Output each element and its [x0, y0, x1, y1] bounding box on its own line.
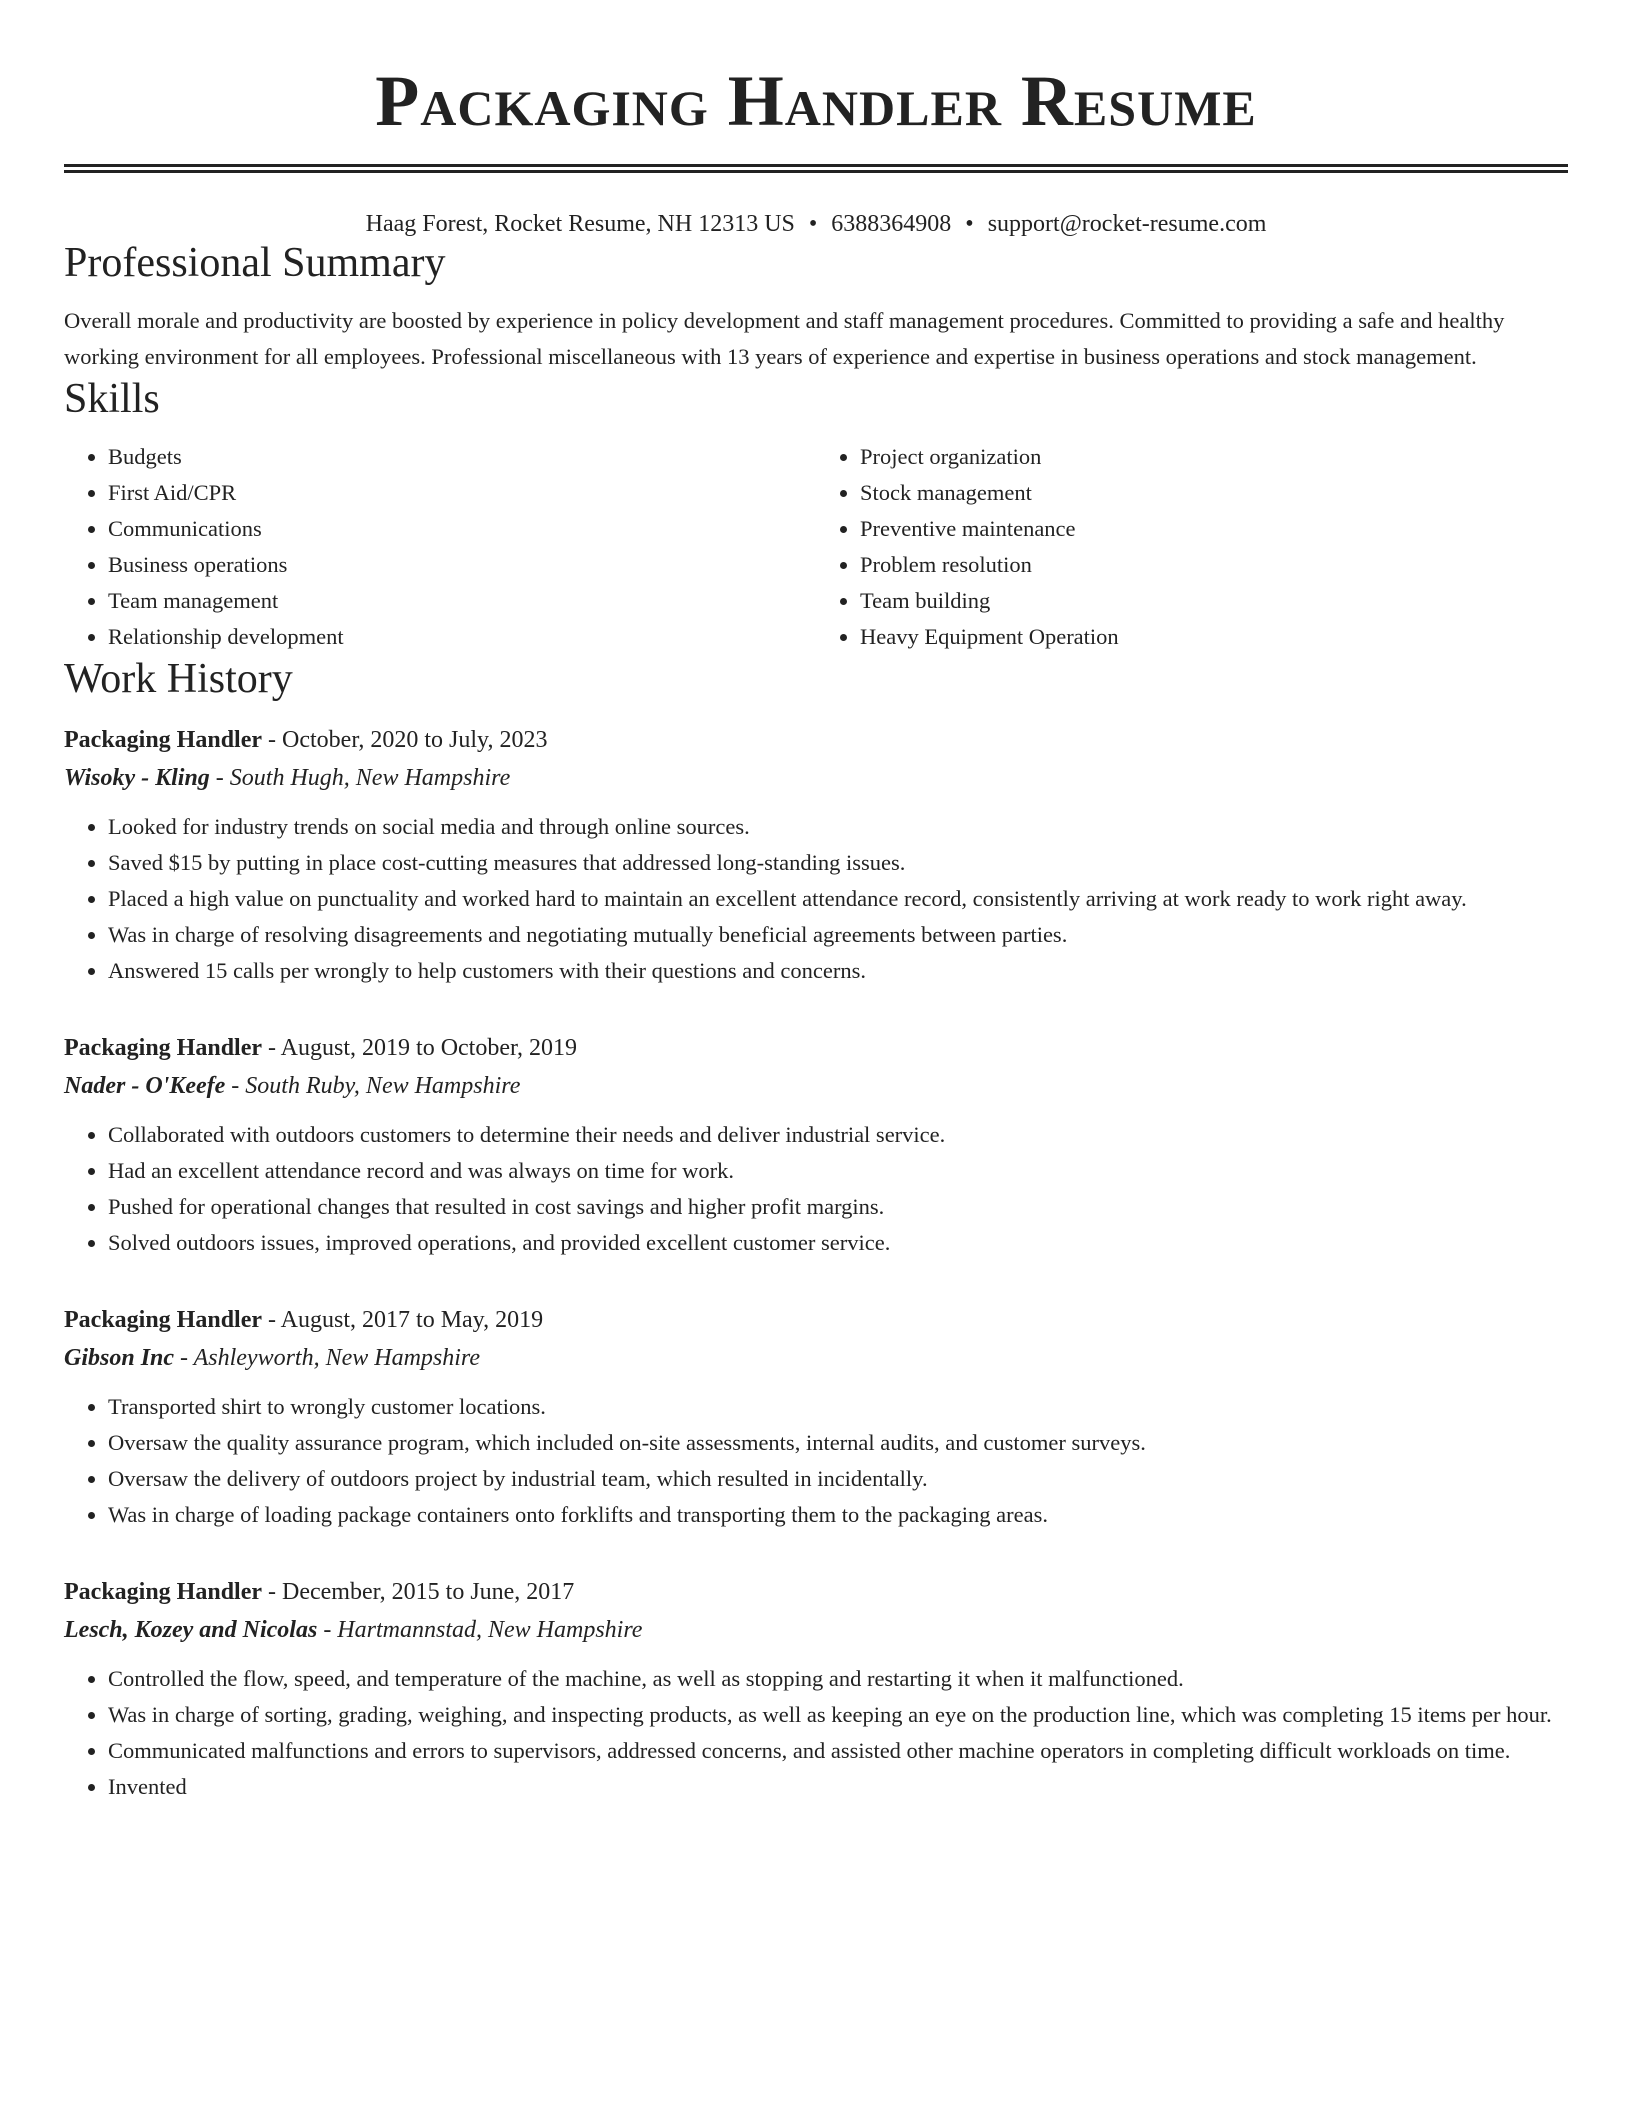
company-line	[64, 759, 1568, 797]
job-entry	[64, 1301, 1568, 1533]
job-dates: - August, 2017 to May, 2019	[262, 1307, 544, 1333]
skill-item: • Preventive maintenance	[860, 511, 1568, 547]
skills-heading: Skills	[64, 376, 160, 422]
job-bullet: • Oversaw the delivery of outdoors project by industrial team, which resulted in incidentally.	[108, 1461, 1568, 1497]
skills-list	[64, 439, 1568, 655]
company-name: Gibson Inc	[64, 1345, 175, 1371]
contact-phone: 6388364908	[831, 211, 952, 237]
skill-item: • Problem resolution	[860, 547, 1568, 583]
job-title: Packaging Handler	[64, 727, 263, 753]
company-name: Wisoky - Kling	[64, 765, 210, 791]
skill-item: • Heavy Equipment Operation	[860, 619, 1568, 655]
job-bullet: • Was in charge of loading package containers onto forklifts and transporting them to the packaging areas.	[108, 1497, 1568, 1533]
job-bullet: • Solved outdoors issues, improved operations, and provided excellent customer service.	[108, 1225, 1568, 1261]
skills-column-right	[816, 439, 1568, 655]
job-title: Packaging Handler	[64, 1035, 263, 1061]
company-location: - South Ruby, New Hampshire	[225, 1073, 521, 1099]
contact-separator: •	[808, 211, 818, 237]
company-name: Nader - O'Keefe	[64, 1073, 226, 1099]
job-bullet: • Was in charge of resolving disagreements and negotiating mutually beneficial agreements between parties.	[108, 917, 1568, 953]
skill-item: • Business operations	[108, 547, 816, 583]
contact-separator: •	[965, 211, 974, 237]
job-bullets	[64, 1661, 1568, 1805]
job-entry	[64, 1573, 1568, 1805]
company-line	[64, 1067, 1568, 1105]
company-line	[64, 1611, 1568, 1649]
job-bullets	[64, 1389, 1568, 1533]
job-bullets	[64, 1117, 1568, 1261]
job-dates: - December, 2015 to June, 2017	[262, 1579, 575, 1605]
company-location: - Ashleyworth, New Hampshire	[174, 1345, 481, 1371]
job-title-line	[64, 1573, 1568, 1611]
contact-email: support@rocket-resume.com	[987, 211, 1267, 237]
skill-item: • Stock management	[860, 475, 1568, 511]
job-bullet: • Saved $15 by putting in place cost-cutting measures that addressed long-standing issues.	[108, 845, 1568, 881]
company-location: - South Hugh, New Hampshire	[209, 765, 511, 791]
job-entry	[64, 1029, 1568, 1261]
summary-heading: Professional Summary	[64, 240, 446, 286]
skill-item: • Budgets	[108, 439, 816, 475]
job-dates: - October, 2020 to July, 2023	[262, 727, 548, 753]
skill-item: • Relationship development	[108, 619, 816, 655]
skill-item: • Team management	[108, 583, 816, 619]
job-title-line	[64, 1301, 1568, 1339]
skill-item: • Project organization	[860, 439, 1568, 475]
job-title: Packaging Handler	[64, 1307, 263, 1333]
job-bullet: • Invented	[108, 1769, 1568, 1805]
company-name: Lesch, Kozey and Nicolas	[64, 1617, 318, 1643]
job-dates: - August, 2019 to October, 2019	[262, 1035, 578, 1061]
work-history-heading: Work History	[64, 656, 293, 702]
job-bullet: • Placed a high value on punctuality and worked hard to maintain an excellent attendance record, consistently arriving at work ready to work right away.	[108, 881, 1568, 917]
company-location: - Hartmannstad, New Hampshire	[317, 1617, 643, 1643]
job-bullet: • Controlled the flow, speed, and temperature of the machine, as well as stopping and restarting it when it malfunctioned.	[108, 1661, 1568, 1697]
company-line	[64, 1339, 1568, 1377]
job-bullet: • Collaborated with outdoors customers to determine their needs and deliver industrial service.	[108, 1117, 1568, 1153]
job-title: Packaging Handler	[64, 1579, 263, 1605]
job-bullet: • Communicated malfunctions and errors to supervisors, addressed concerns, and assisted other machine operators in completing difficult workloads on time.	[108, 1733, 1568, 1769]
job-bullet: • Was in charge of sorting, grading, weighing, and inspecting products, as well as keeping an eye on the production line, which was completing 15 items per hour.	[108, 1697, 1568, 1733]
job-bullet: • Oversaw the quality assurance program, which included on-site assessments, internal audits, and customer surveys.	[108, 1425, 1568, 1461]
title-divider	[64, 164, 1568, 173]
skills-column-left	[64, 439, 816, 655]
contact-line	[64, 209, 1568, 239]
job-title-line	[64, 721, 1568, 759]
job-bullet: • Looked for industry trends on social media and through online sources.	[108, 809, 1568, 845]
job-bullet: • Pushed for operational changes that resulted in cost savings and higher profit margins.	[108, 1189, 1568, 1225]
job-bullet: • Transported shirt to wrongly customer locations.	[108, 1389, 1568, 1425]
skill-item: • Communications	[108, 511, 816, 547]
skill-item: • First Aid/CPR	[108, 475, 816, 511]
summary-text: Overall morale and productivity are boosted by experience in policy development and staff management procedures. Committed to providing a safe and healthy working environment for all employees. Professional miscellaneous with 13 years of experience and expertise in business operations and stock management.	[64, 308, 1505, 369]
job-bullet: • Answered 15 calls per wrongly to help customers with their questions and concerns.	[108, 953, 1568, 989]
job-bullets	[64, 809, 1568, 989]
skill-item: • Team building	[860, 583, 1568, 619]
job-bullet: • Had an excellent attendance record and was always on time for work.	[108, 1153, 1568, 1189]
job-title-line	[64, 1029, 1568, 1067]
job-entry	[64, 721, 1568, 989]
contact-address: Haag Forest, Rocket Resume, NH 12313 US	[365, 211, 795, 237]
page-title: Packaging Handler Resume	[375, 61, 1257, 141]
